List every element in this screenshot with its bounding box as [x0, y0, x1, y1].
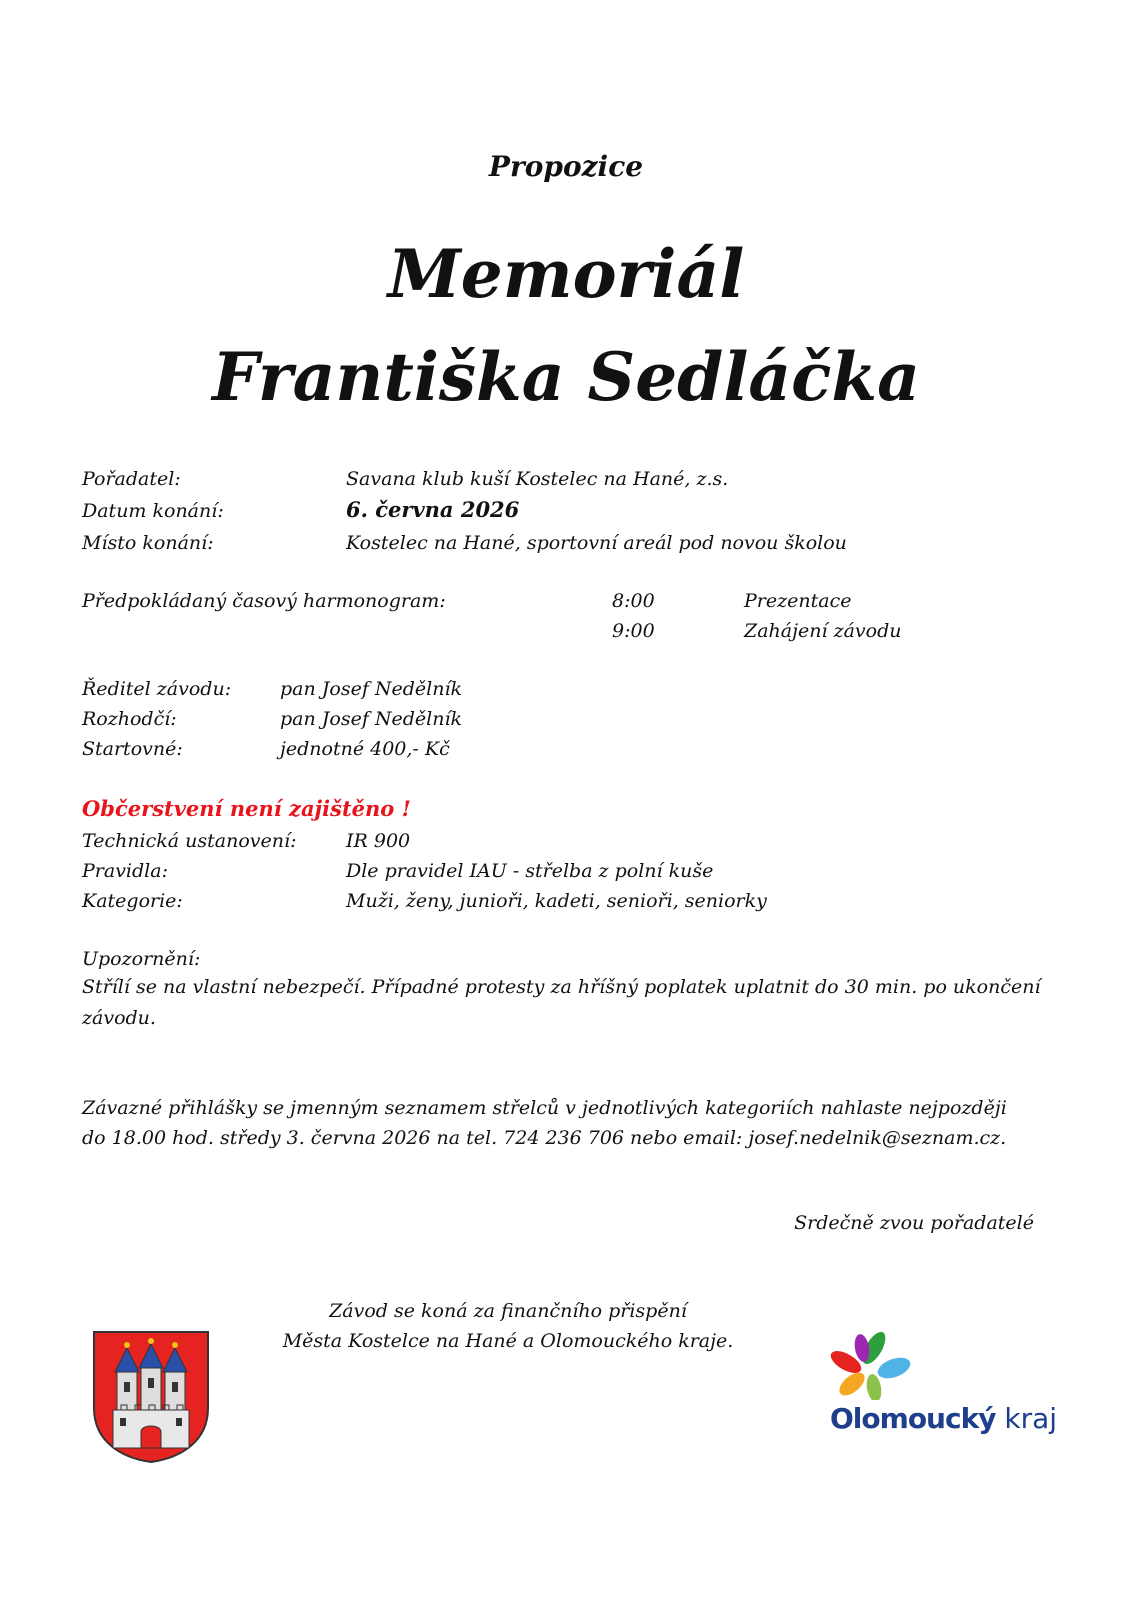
- place-value: Kostelec na Hané, sportovní areál pod novou školou: [346, 532, 847, 554]
- flower-icon: [812, 1330, 912, 1400]
- castle-coat-of-arms-icon: [92, 1330, 210, 1464]
- categories-value: Muži, ženy, junioři, kadeti, senioři, seniorky: [346, 890, 767, 912]
- warning-text: Střílí se na vlastní nebezpečí. Případné protesty za hříšný poplatek uplatnit do 30 min. po ukončení závodu.: [82, 976, 1041, 1029]
- closing-greeting: Srdečně zvou pořadatelé: [794, 1212, 1034, 1234]
- schedule-label: Předpokládaný časový harmonogram:: [82, 590, 446, 612]
- schedule-time-1: 8:00: [612, 590, 655, 612]
- region-logo-light: kraj: [1004, 1402, 1058, 1435]
- organizer-value: Savana klub kuší Kostelec na Hané, z.s.: [346, 468, 729, 490]
- place-label: Místo konání:: [82, 532, 214, 554]
- registration-line-1: Závazné přihlášky se jmenným seznamem střelců v jednotlivých kategoriích nahlaste nejpozději: [82, 1097, 1007, 1119]
- rules-value: Dle pravidel IAU - střelba z polní kuše: [346, 860, 714, 882]
- referee-value: pan Josef Nedělník: [280, 708, 463, 730]
- organizer-label: Pořadatel:: [82, 468, 181, 490]
- fee-value: jednotné 400,- Kč: [280, 738, 450, 760]
- title-line-1: Memoriál: [387, 235, 745, 313]
- refreshment-notice: Občerstvení není zajištěno !: [82, 796, 411, 821]
- schedule-event-1: Prezentace: [744, 590, 852, 612]
- technical-label: Technická ustanovení:: [82, 830, 297, 852]
- referee-label: Rozhodčí:: [82, 708, 177, 730]
- support-line-1: Závod se koná za finančního přispění: [329, 1300, 687, 1322]
- support-line-2: Města Kostelce na Hané a Olomouckého kraje.: [282, 1330, 734, 1352]
- title-line-2: Františka Sedláčka: [212, 338, 920, 416]
- subtitle: Propozice: [488, 150, 644, 183]
- registration-line-2: do 18.00 hod. středy 3. června 2026 na tel. 724 236 706 nebo email: josef.nedelnik@seznam.cz.: [82, 1127, 1007, 1149]
- director-label: Ředitel závodu:: [82, 678, 232, 700]
- fee-label: Startovné:: [82, 738, 183, 760]
- olomoucky-kraj-logo: [830, 1330, 1058, 1445]
- technical-value: IR 900: [346, 830, 411, 852]
- warning-label: Upozornění:: [82, 948, 201, 970]
- date-label: Datum konání:: [82, 500, 224, 522]
- categories-label: Kategorie:: [82, 890, 183, 912]
- region-logo-bold: Olomoucký: [830, 1402, 996, 1435]
- region-logo-text: [830, 1402, 1057, 1435]
- date-value: 6. června 2026: [346, 497, 520, 522]
- rules-label: Pravidla:: [82, 860, 168, 882]
- schedule-time-2: 9:00: [612, 620, 655, 642]
- schedule-event-2: Zahájení závodu: [744, 620, 902, 642]
- director-value: pan Josef Nedělník: [280, 678, 463, 700]
